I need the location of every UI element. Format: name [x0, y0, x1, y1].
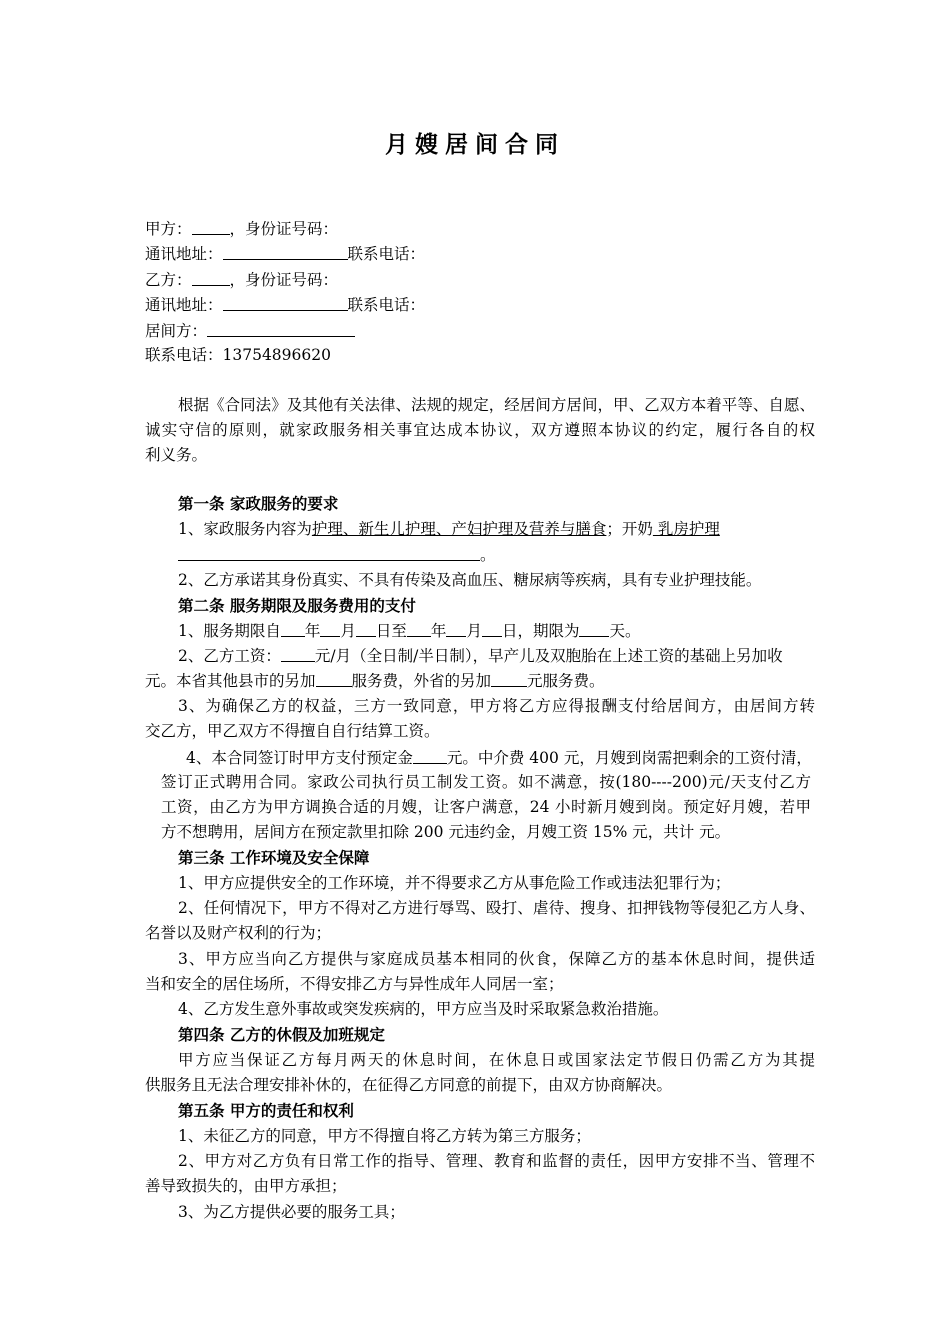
address-a-line	[145, 243, 815, 265]
article-1-item-1: 1、家政服务内容为护理、新生儿护理、产妇护理及营养与膳食；开奶 乳房护理	[178, 520, 720, 538]
party-b-line	[145, 269, 815, 291]
address-b-label: 通讯地址：	[145, 296, 223, 314]
deposit-blank[interactable]	[413, 747, 447, 764]
preamble-line-2: 诚实守信的原则，就家政服务相关事宜达成本协议，双方遵照本协议的约定，履行各自的权	[145, 421, 815, 439]
article-1-heading: 第一条 家政服务的要求	[178, 494, 339, 513]
party-a-line	[145, 218, 815, 240]
address-b-blank[interactable]	[223, 294, 348, 311]
article-3-item-3-cont: 当和安全的居住场所，不得安排乙方与异性成年人同居一室；	[145, 975, 564, 993]
article-2-item-4-l4: 方不想聘用，居间方在预定款里扣除 200 元违约金，月嫂工资 15% 元，共计 元。	[161, 823, 731, 841]
start-month-blank[interactable]	[320, 620, 340, 637]
phone-b-label: 联系电话：	[347, 296, 426, 314]
intermediary-blank[interactable]	[207, 320, 355, 337]
party-a-blank[interactable]	[192, 218, 230, 235]
article-3-item-3: 3、甲方应当向乙方提供与家庭成员基本相同的伙食，保障乙方的基本休息时间，提供适	[178, 950, 815, 968]
period-days-blank[interactable]	[579, 620, 609, 637]
article-3-item-4: 4、乙方发生意外事故或突发疾病的，甲方应当及时采取紧急救治措施。	[178, 1000, 669, 1018]
start-year-blank[interactable]	[281, 620, 305, 637]
address-a-blank[interactable]	[223, 243, 348, 260]
address-b-line	[145, 294, 815, 316]
article-5-item-2: 2、甲方对乙方负有日常工作的指导、管理、教育和监督的责任，因甲方安排不当、管理不	[178, 1152, 815, 1170]
article-2-item-3-cont: 交乙方，甲乙双方不得擅自自行结算工资。	[145, 722, 440, 740]
intermediary-phone: 联系电话：13754896620	[145, 346, 331, 364]
article-3-item-1: 1、甲方应提供安全的工作环境，并不得要求乙方从事危险工作或违法犯罪行为；	[178, 874, 731, 892]
article-2-item-4-l3: 工资，由乙方为甲方调换合适的月嫂，让客户满意，24 小时新月嫂到岗。预定好月嫂，若甲	[161, 798, 811, 816]
party-b-blank[interactable]	[192, 269, 230, 286]
end-month-blank[interactable]	[446, 620, 466, 637]
article-1-item-2: 2、乙方承诺其身份真实、不具有传染及高血压、糖尿病等疾病，具有专业护理技能。	[178, 571, 762, 589]
article-3-heading: 第三条 工作环境及安全保障	[178, 848, 370, 867]
preamble-line-3: 利义务。	[145, 446, 208, 464]
article-2-item-3: 3、为确保乙方的权益，三方一致同意，甲方将乙方应得报酬支付给居间方，由居间方转	[178, 697, 815, 715]
article-5-heading: 第五条 甲方的责任和权利	[178, 1101, 354, 1120]
preamble-line-1: 根据《合同法》及其他有关法律、法规的规定，经居间方居间，甲、乙双方本着平等、自愿、	[178, 396, 815, 414]
article-2-item-2: 2、乙方工资： 元/月（全日制/半日制），早产儿及双胞胎在上述工资的基础上另加收	[178, 647, 783, 665]
phone-a-label: 联系电话：	[347, 245, 426, 263]
article-3-item-2-cont: 名誉以及财产权利的行为；	[145, 924, 332, 942]
address-a-label: 通讯地址：	[145, 245, 223, 263]
end-year-blank[interactable]	[407, 620, 431, 637]
intermediary-label: 居间方：	[145, 322, 208, 340]
province-fee-blank[interactable]	[316, 670, 352, 687]
article-5-item-3: 3、为乙方提供必要的服务工具；	[178, 1203, 405, 1221]
article-5-item-1: 1、未征乙方的同意，甲方不得擅自将乙方转为第三方服务；	[178, 1127, 591, 1145]
intermediary-line	[145, 320, 815, 342]
article-5-item-2-cont: 善导致损失的，由甲方承担；	[145, 1177, 347, 1195]
article-2-heading: 第二条 服务期限及服务费用的支付	[178, 596, 416, 615]
article-2-item-2-cont: 元。本省其他县市的另加 服务费，外省的另加 元服务费。	[145, 672, 605, 690]
article-4-line-1: 甲方应当保证乙方每月两天的休息时间，在休息日或国家法定节假日仍需乙方为其提	[178, 1051, 815, 1069]
party-b-label: 乙方：	[145, 271, 192, 289]
end-day-blank[interactable]	[482, 620, 502, 637]
document-title: 月嫂居间合同	[385, 131, 565, 158]
party-a-label: 甲方：	[145, 220, 192, 238]
service-content-blank[interactable]	[178, 544, 480, 561]
article-4-heading: 第四条 乙方的休假及加班规定	[178, 1025, 385, 1044]
article-4-line-2: 供服务且无法合理安排补休的，在征得乙方同意的前提下，由双方协商解决。	[145, 1076, 673, 1094]
article-2-item-1: 1、服务期限自 年 月 日至 年 月 日，期限为 天。	[178, 622, 641, 640]
party-a-id-label: ，身份证号码：	[229, 220, 339, 238]
salary-blank[interactable]	[281, 645, 315, 662]
start-day-blank[interactable]	[356, 620, 376, 637]
party-b-id-label: ，身份证号码：	[229, 271, 339, 289]
article-2-item-4-l2: 签订正式聘用合同。家政公司执行员工制发工资。如不满意，按(180----200)元/天支付乙方	[161, 773, 811, 791]
article-1-item-1-cont: 。	[178, 544, 848, 566]
lactation-content: 乳房护理	[652, 520, 720, 538]
article-2-item-4: 4、本合同签订时甲方支付预定金 元。中介费 400 元，月嫂到岗需把剩余的工资付清，	[186, 749, 812, 767]
article-3-item-2: 2、任何情况下，甲方不得对乙方进行辱骂、殴打、虐待、搜身、扣押钱物等侵犯乙方人身、	[178, 899, 815, 917]
out-province-fee-blank[interactable]	[491, 670, 527, 687]
service-content: 护理、新生儿护理、产妇护理及营养与膳食	[311, 520, 607, 538]
